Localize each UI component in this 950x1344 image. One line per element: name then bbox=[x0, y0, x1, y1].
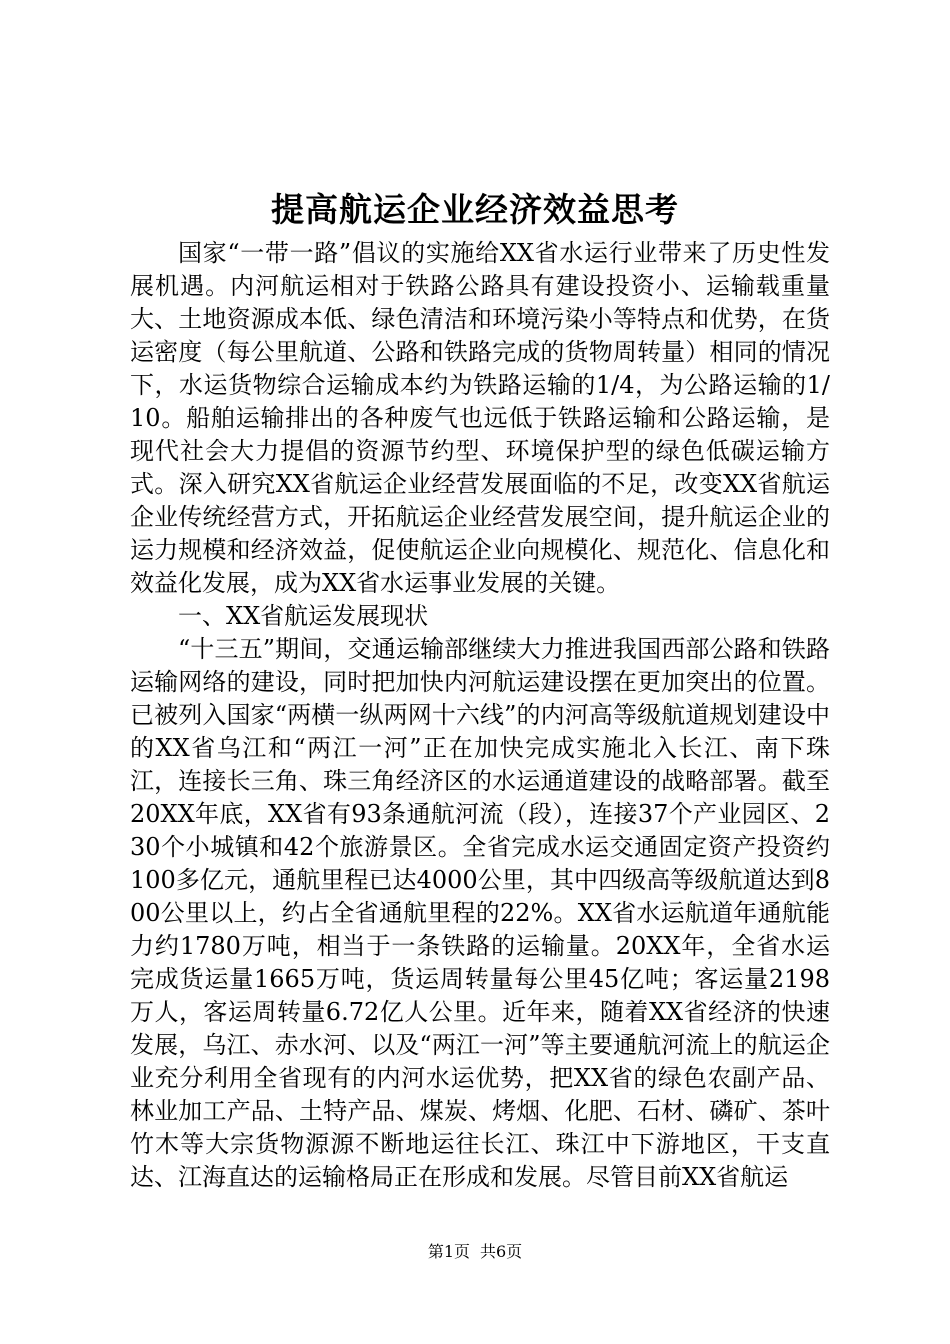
document-body bbox=[130, 237, 830, 1194]
document-title: 提高航运企业经济效益思考 bbox=[271, 190, 679, 229]
page-number-total: 共6页 bbox=[480, 1242, 523, 1261]
page-number-current: 第1页 bbox=[427, 1242, 470, 1261]
section-heading-1: 一、XX省航运发展现状 bbox=[178, 602, 429, 630]
paragraph-intro: 国家“一带一路”倡议的实施给XX省水运行业带来了历史性发展机遇。内河航运相对于铁路公路具有建设投资小、运输载重量大、土地资源成本低、绿色清洁和环境污染小等特点和优势，在货运密度（每公里航道、公路和铁路完成的货物周转量）相同的情况下，水运货物综合运输成本约为铁路运输的1/4，为公路运输的1/10。船舶运输排出的各种废气也远低于铁路运输和公路运输，是现代社会大力提倡的资源节约型、环境保护型的绿色低碳运输方式。深入研究XX省航运企业经营发展面临的不足，改变XX省航运企业传统经营方式，开拓航运企业经营发展空间，提升航运企业的运力规模和经济效益，促使航运企业向规模化、规范化、信息化和效益化发展，成为XX省水运事业发展的关键。 bbox=[130, 239, 830, 597]
paragraph-status: “十三五”期间，交通运输部继续大力推进我国西部公路和铁路运输网络的建设，同时把加快内河航运建设摆在更加突出的位置。已被列入国家“两横一纵两网十六线”的内河高等级航道规划建设中的XX省乌江和“两江一河”正在加快完成实施北入长江、南下珠江，连接长三角、珠三角经济区的水运通道建设的战略部署。截至20XX年底，XX省有93条通航河流（段），连接37个产业园区、230个小城镇和42个旅游景区。全省完成水运交通固定资产投资约100多亿元，通航里程已达4000公里，其中四级高等级航道达到800公里以上，约占全省通航里程的22%。XX省水运航道年通航能力约1780万吨，相当于一条铁路的运输量。20XX年，全省水运完成货运量1665万吨，货运周转量每公里45亿吨；客运量2198万人，客运周转量6.72亿人公里。近年来，随着XX省经济的快速发展，乌江、赤水河、以及“两江一河”等主要通航河流上的航运企业充分利用全省现有的内河水运优势，把XX省的绿色农副产品、林业加工产品、土特产品、煤炭、烤烟、化肥、石材、磷矿、茶叶竹木等大宗货物源源不断地运往长江、珠江中下游地区，干支直达、江海直达的运输格局正在形成和发展。尽管目前XX省航运 bbox=[130, 635, 830, 1191]
page-footer bbox=[0, 1240, 950, 1264]
